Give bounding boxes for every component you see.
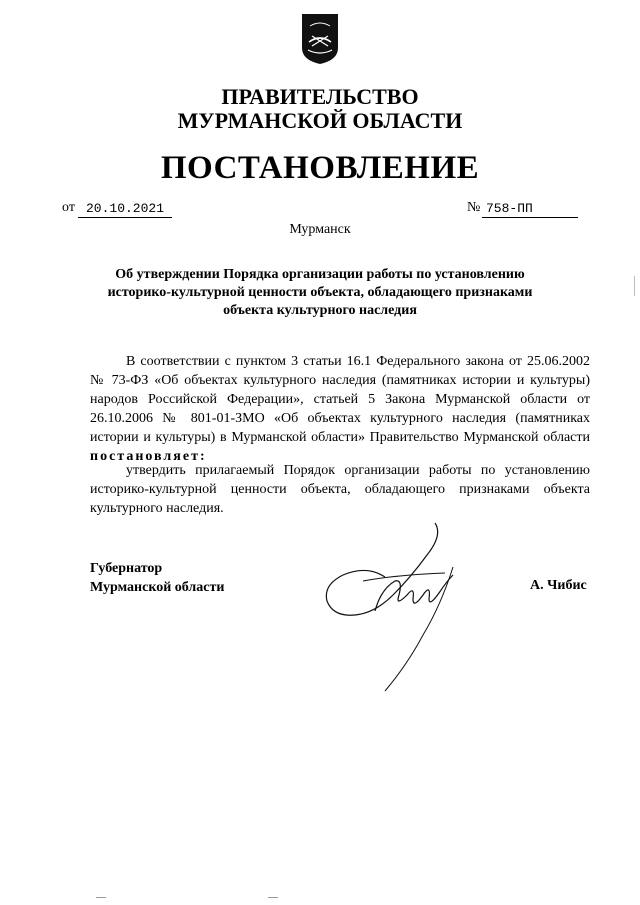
handwritten-signature	[315, 515, 475, 705]
preamble-text: В соответствии с пунктом 3 статьи 16.1 Федерального закона от 25.06.2002 № 73-ФЗ «Об объектах культурного наследия (памятниках истории и культуры) народов Российской Федерации», статьей 5 Закона Мурманской области от 26.10.2006 № 801-01-ЗМО «Об объектах культурного наследия (памятниках истории и культуры) в Мурманской области» Правительство Мурманской области	[90, 354, 590, 445]
preamble-paragraph	[90, 352, 590, 466]
scan-foot-mark	[96, 897, 106, 898]
city: Мурманск	[289, 222, 351, 237]
document-number: 758-ПП	[482, 200, 578, 218]
date-prefix: от	[62, 200, 75, 215]
document-title: Об утверждении Порядка организации работы по установлению историко-культурной ценности объекта, обладающего признаками объекта культурного наследия	[107, 267, 533, 318]
document-type: ПОСТАНОВЛЕНИЕ	[160, 150, 480, 186]
coat-of-arms-icon	[300, 12, 340, 66]
position-line2: Мурманской области	[90, 580, 225, 595]
scan-foot-mark	[268, 897, 278, 898]
position-line1: Губернатор	[90, 561, 163, 576]
resolves-keyword: постановляет:	[90, 449, 207, 464]
organization-name-line2: МУРМАНСКОЙ ОБЛАСТИ	[177, 108, 463, 133]
scan-edge-mark	[634, 276, 635, 296]
number-prefix: №	[467, 200, 481, 215]
organization-name-line1: ПРАВИТЕЛЬСТВО	[221, 84, 419, 109]
document-date: 20.10.2021	[78, 200, 172, 218]
resolution-paragraph: утвердить прилагаемый Порядок организации работы по установлению историко-культурной ценности объекта, обладающего признаками объекта культурного наследия.	[90, 463, 590, 516]
signatory-name: А. Чибис	[530, 578, 587, 593]
signatory-position	[90, 559, 224, 597]
